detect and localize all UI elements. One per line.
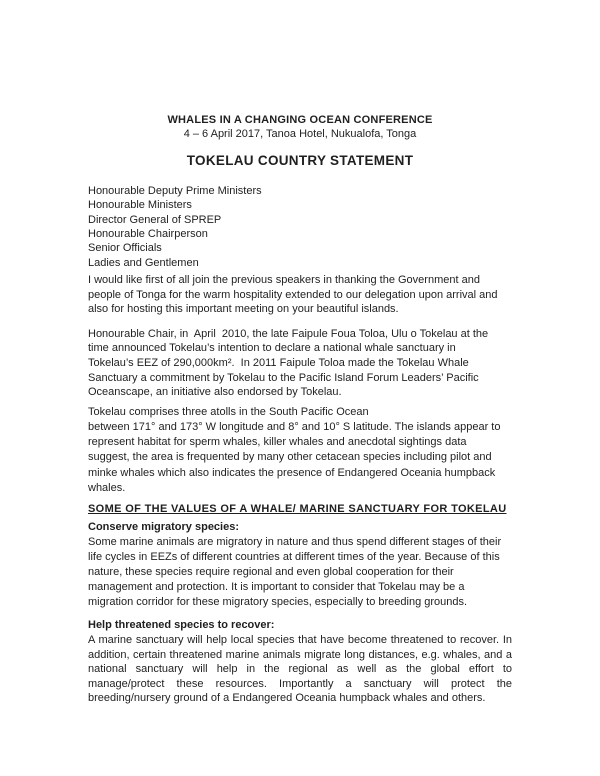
text-line: represent habitat for sperm whales, killer whales and anecdotal sightings data — [88, 436, 467, 449]
text-line: Honourable Chairperson — [88, 227, 208, 240]
text-line: Some marine animals are migratory in nature and thus spend different stages of their — [88, 535, 502, 548]
text-line: Honourable Ministers — [88, 199, 192, 212]
text-line: Director General of SPREP — [88, 213, 222, 226]
text-line: Oceanscape, an initiative also endorsed by Tokelau. — [88, 386, 342, 399]
text-line: people of Tonga for the warm hospitality extended to our delegation upon arrival and — [88, 288, 498, 301]
recover-species-heading: Help threatened species to recover: — [88, 618, 275, 631]
intro-paragraph — [88, 273, 512, 317]
text-line: Honourable Chair, in April 2010, the late Faipule Foua Toloa, Ulu o Tokelau at the — [88, 327, 489, 340]
conserve-species-paragraph — [88, 535, 512, 610]
document-content — [88, 113, 512, 706]
geography-paragraph — [88, 405, 512, 496]
text-line: I would like first of all join the previous speakers in thanking the Government and — [88, 273, 480, 286]
values-section-heading: SOME OF THE VALUES OF A WHALE/ MARINE SANCTUARY FOR TOKELAU — [88, 502, 507, 515]
text-line: suggest, the area is frequented by many other cetacean species including pilot and — [88, 451, 492, 464]
text-line: whales. — [88, 481, 126, 494]
sanctuary-history-paragraph — [88, 327, 512, 400]
text-line: Tokelau’s EEZ of 290,000km². In 2011 Faipule Toloa made the Tokelau Whale — [88, 356, 469, 369]
conference-title: WHALES IN A CHANGING OCEAN CONFERENCE — [167, 114, 433, 126]
text-line: nature, these species require regional and even global cooperation for their — [88, 565, 454, 578]
text-line: Senior Officials — [88, 242, 162, 255]
text-line: Sanctuary a commitment by Tokelau to the Pacific Island Forum Leaders’ Pacific — [88, 371, 479, 384]
text-line: minke whales which also indicates the presence of Endangered Oceania humpback — [88, 466, 496, 479]
text-line: time announced Tokelau’s intention to declare a national whale sanctuary in — [88, 342, 456, 355]
recover-species-paragraph: A marine sanctuary will help local species that have become threatened to recover. In addition, certain threatened marine animals migrate long distances, e.g. whales, and a national sanctuary will help in the regional as well as the global effort to manage/protect these resources. Importantly a sanctuary will protect the breeding/nursery ground of a Endangered Oceania humpback whales and others. — [88, 633, 512, 705]
text-line: between 171° and 173° W longitude and 8° and 10° S latitude. The islands appear to — [88, 420, 501, 433]
text-line: Ladies and Gentlemen — [88, 256, 199, 269]
text-line: also for hosting this important meeting on your beautiful islands. — [88, 303, 399, 316]
salutation-list — [88, 184, 512, 270]
statement-title: TOKELAU COUNTRY STATEMENT — [186, 153, 414, 168]
text-line: Honourable Deputy Prime Ministers — [88, 185, 262, 197]
text-line: Tokelau comprises three atolls in the South Pacific Ocean — [88, 405, 369, 418]
conference-date-venue: 4 – 6 April 2017, Tanoa Hotel, Nukualofa, Tonga — [183, 128, 417, 140]
text-line: management and protection. It is important to consider that Tokelau may be a — [88, 580, 465, 593]
text-line: life cycles in EEZs of different countries at different times of the year. Because of this — [88, 550, 500, 563]
conserve-species-heading: Conserve migratory species: — [88, 520, 240, 533]
text-line: migration corridor for these migratory species, especially to breeding grounds. — [88, 595, 468, 608]
